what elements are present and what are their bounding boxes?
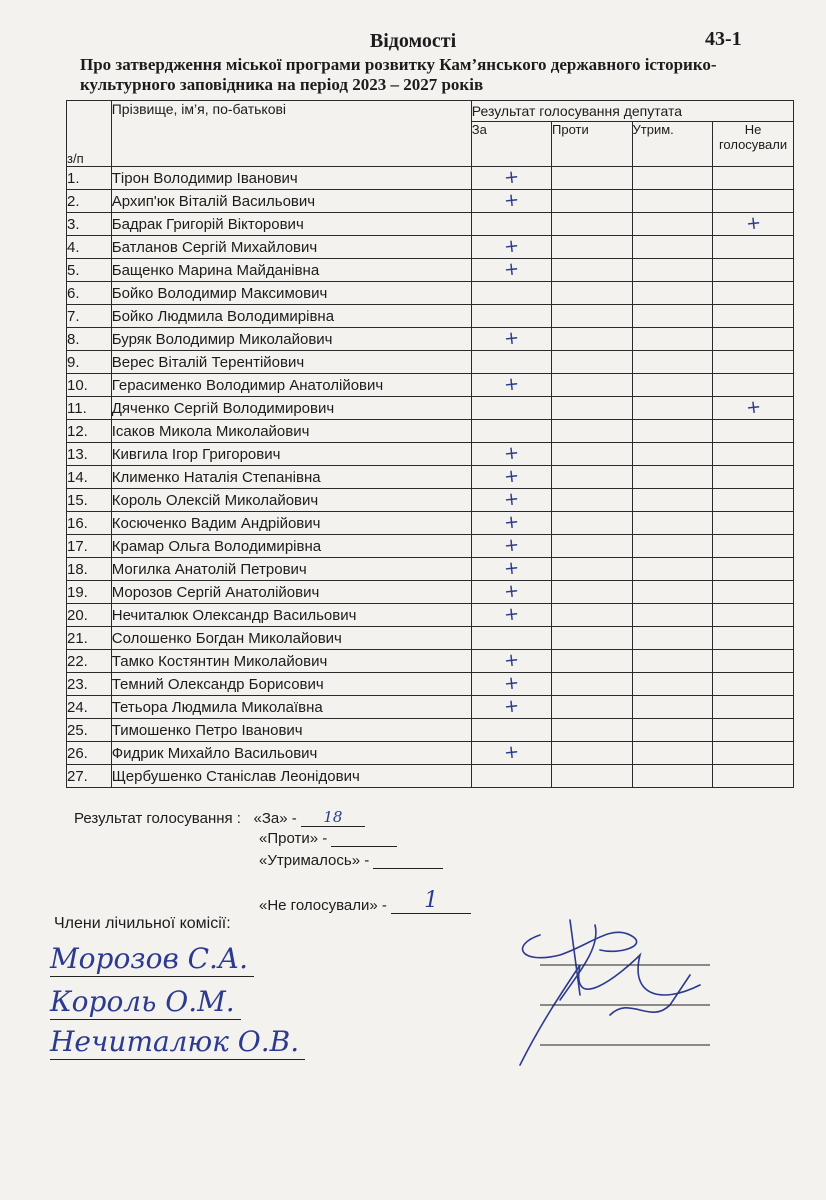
header-number: з/п [67, 101, 112, 167]
vote-not-voted-cell [713, 236, 794, 259]
vote-for-cell [471, 719, 551, 742]
deputy-name: Тетьора Людмила Миколаївна [111, 696, 471, 719]
row-number: 7. [67, 305, 112, 328]
vote-not-voted-cell [713, 650, 794, 673]
commission-member-1: Морозов С.А. [50, 942, 254, 977]
vote-against-cell [552, 259, 633, 282]
vote-against-cell [552, 236, 633, 259]
results-label: Результат голосування : [74, 810, 241, 827]
row-number: 11. [67, 397, 112, 420]
vote-mark: + [502, 511, 520, 534]
commission-member-2: Король О.М. [50, 985, 241, 1020]
vote-not-voted-cell [713, 443, 794, 466]
vote-not-voted-cell [713, 420, 794, 443]
vote-for-cell [471, 558, 551, 581]
table-row [67, 190, 794, 213]
table-row [67, 213, 794, 236]
vote-for-cell [471, 420, 551, 443]
commission-label: Члени лічильної комісії: [54, 915, 231, 932]
vote-for-cell [471, 397, 551, 420]
vote-mark: + [502, 488, 520, 511]
signature-4-stroke [610, 975, 690, 1015]
vote-not-voted-cell [713, 696, 794, 719]
vote-mark: + [502, 741, 520, 764]
table-row [67, 719, 794, 742]
vote-abstain-cell [632, 443, 713, 466]
vote-against-cell [552, 604, 633, 627]
table-row [67, 650, 794, 673]
vote-mark: + [502, 672, 520, 695]
vote-mark: + [502, 649, 520, 672]
commission-member-3: Нечиталюк О.В. [50, 1025, 305, 1060]
table-row [67, 535, 794, 558]
table-row [67, 696, 794, 719]
vote-mark: + [744, 212, 762, 235]
row-number: 22. [67, 650, 112, 673]
table-row [67, 443, 794, 466]
row-number: 2. [67, 190, 112, 213]
vote-against-cell [552, 443, 633, 466]
vote-not-voted-cell [713, 765, 794, 788]
table-row [67, 305, 794, 328]
vote-against-cell [552, 696, 633, 719]
vote-against-cell [552, 190, 633, 213]
vote-abstain-cell [632, 374, 713, 397]
vote-not-voted-cell [713, 558, 794, 581]
row-number: 10. [67, 374, 112, 397]
table-row [67, 167, 794, 190]
deputy-name: Клименко Наталія Степанівна [111, 466, 471, 489]
vote-for-cell [471, 213, 551, 236]
deputy-name: Архип'юк Віталій Васильович [111, 190, 471, 213]
deputy-name: Нечиталюк Олександр Васильович [111, 604, 471, 627]
vote-abstain-cell [632, 397, 713, 420]
deputy-name: Кивгила Ігор Григорович [111, 443, 471, 466]
vote-against-cell [552, 581, 633, 604]
vote-mark: + [502, 534, 520, 557]
vote-abstain-cell [632, 282, 713, 305]
row-number: 9. [67, 351, 112, 374]
vote-abstain-cell [632, 190, 713, 213]
vote-against-cell [552, 351, 633, 374]
vote-abstain-cell [632, 650, 713, 673]
deputy-name: Морозов Сергій Анатолійович [111, 581, 471, 604]
vote-against-cell [552, 535, 633, 558]
vote-against-cell [552, 742, 633, 765]
for-label: «За» - [253, 810, 297, 827]
vote-not-voted-cell [713, 397, 794, 420]
vote-not-voted-cell [713, 742, 794, 765]
vote-not-voted-cell [713, 581, 794, 604]
row-number: 25. [67, 719, 112, 742]
vote-mark: + [502, 189, 520, 212]
table-row [67, 259, 794, 282]
vote-for-cell [471, 604, 551, 627]
vote-not-voted-cell [713, 466, 794, 489]
vote-abstain-cell [632, 558, 713, 581]
vote-not-voted-cell [713, 167, 794, 190]
header-for: За [471, 122, 551, 167]
vote-for-cell [471, 489, 551, 512]
vote-not-voted-cell [713, 351, 794, 374]
deputy-name: Косюченко Вадим Андрійович [111, 512, 471, 535]
vote-for-cell [471, 443, 551, 466]
vote-for-cell [471, 627, 551, 650]
vote-abstain-cell [632, 236, 713, 259]
vote-abstain-cell [632, 581, 713, 604]
deputy-name: Темний Олександр Борисович [111, 673, 471, 696]
vote-not-voted-cell [713, 535, 794, 558]
deputy-name: Король Олексій Миколайович [111, 489, 471, 512]
vote-abstain-cell [632, 167, 713, 190]
vote-not-voted-cell [713, 604, 794, 627]
row-number: 26. [67, 742, 112, 765]
deputy-name: Герасименко Володимир Анатолійович [111, 374, 471, 397]
table-row [67, 374, 794, 397]
row-number: 18. [67, 558, 112, 581]
deputy-name: Тірон Володимир Іванович [111, 167, 471, 190]
row-number: 5. [67, 259, 112, 282]
vote-against-cell [552, 765, 633, 788]
table-row [67, 558, 794, 581]
row-number: 3. [67, 213, 112, 236]
vote-not-voted-cell [713, 305, 794, 328]
row-number: 14. [67, 466, 112, 489]
deputy-name: Крамар Ольга Володимирівна [111, 535, 471, 558]
deputy-name: Верес Віталій Терентійович [111, 351, 471, 374]
vote-for-cell [471, 374, 551, 397]
table-row [67, 420, 794, 443]
vote-abstain-cell [632, 696, 713, 719]
deputy-name: Бойко Володимир Максимович [111, 282, 471, 305]
vote-for-cell [471, 259, 551, 282]
row-number: 15. [67, 489, 112, 512]
vote-abstain-cell [632, 259, 713, 282]
vote-for-cell [471, 190, 551, 213]
vote-abstain-cell [632, 305, 713, 328]
document-subtitle: Про затвердження міської програми розвитку Кам’янського державного історико-культурного заповідника на період 2023 – 2027 років [80, 55, 717, 94]
deputy-name: Тимошенко Петро Іванович [111, 719, 471, 742]
vote-abstain-cell [632, 466, 713, 489]
table-row [67, 581, 794, 604]
vote-not-voted-cell [713, 282, 794, 305]
row-number: 20. [67, 604, 112, 627]
vote-for-cell [471, 696, 551, 719]
vote-for-cell [471, 673, 551, 696]
voting-table [66, 100, 794, 788]
header-against: Проти [552, 122, 633, 167]
deputy-name: Могилка Анатолій Петрович [111, 558, 471, 581]
row-number: 13. [67, 443, 112, 466]
vote-abstain-cell [632, 328, 713, 351]
for-value: 18 [301, 808, 365, 827]
row-number: 21. [67, 627, 112, 650]
header-abstain: Утрим. [632, 122, 713, 167]
vote-mark: + [502, 580, 520, 603]
not-voted-value: 1 [391, 888, 471, 914]
table-row [67, 673, 794, 696]
vote-mark: + [502, 373, 520, 396]
vote-not-voted-cell [713, 213, 794, 236]
vote-for-cell [471, 581, 551, 604]
vote-mark: + [502, 327, 520, 350]
vote-mark: + [502, 603, 520, 626]
table-row [67, 466, 794, 489]
table-row [67, 351, 794, 374]
row-number: 17. [67, 535, 112, 558]
header-result: Результат голосування депутата [471, 101, 793, 122]
table-row [67, 765, 794, 788]
vote-against-cell [552, 719, 633, 742]
vote-for-cell [471, 535, 551, 558]
vote-against-cell [552, 305, 633, 328]
row-number: 23. [67, 673, 112, 696]
vote-mark: + [502, 258, 520, 281]
vote-against-cell [552, 374, 633, 397]
vote-mark: + [502, 442, 520, 465]
table-row [67, 236, 794, 259]
deputy-name: Фидрик Михайло Васильович [111, 742, 471, 765]
table-row [67, 397, 794, 420]
deputy-name: Дяченко Сергій Володимирович [111, 397, 471, 420]
deputy-name: Бащенко Марина Майданівна [111, 259, 471, 282]
table-row [67, 489, 794, 512]
abstain-value [373, 868, 443, 869]
vote-against-cell [552, 489, 633, 512]
vote-for-cell [471, 236, 551, 259]
table-row [67, 512, 794, 535]
vote-mark: + [502, 166, 520, 189]
vote-abstain-cell [632, 489, 713, 512]
vote-against-cell [552, 213, 633, 236]
vote-against-cell [552, 650, 633, 673]
vote-not-voted-cell [713, 627, 794, 650]
header-name: Прізвище, ім’я, по-батькові [111, 101, 471, 167]
vote-abstain-cell [632, 213, 713, 236]
against-value [331, 846, 397, 847]
row-number: 4. [67, 236, 112, 259]
vote-not-voted-cell [713, 673, 794, 696]
vote-for-cell [471, 466, 551, 489]
vote-abstain-cell [632, 535, 713, 558]
against-label: «Проти» - [259, 830, 328, 847]
row-number: 16. [67, 512, 112, 535]
signature-1-stroke [523, 932, 637, 957]
vote-mark: + [502, 465, 520, 488]
row-number: 12. [67, 420, 112, 443]
vote-against-cell [552, 673, 633, 696]
vote-for-cell [471, 282, 551, 305]
row-number: 24. [67, 696, 112, 719]
vote-abstain-cell [632, 719, 713, 742]
deputy-name: Щербушенко Станіслав Леонідович [111, 765, 471, 788]
vote-abstain-cell [632, 765, 713, 788]
deputy-name: Ісаков Микола Миколайович [111, 420, 471, 443]
vote-against-cell [552, 466, 633, 489]
vote-not-voted-cell [713, 719, 794, 742]
header-not-voted: Не голосували [713, 122, 794, 167]
vote-mark: + [502, 235, 520, 258]
row-number: 8. [67, 328, 112, 351]
vote-abstain-cell [632, 420, 713, 443]
vote-for-cell [471, 351, 551, 374]
vote-against-cell [552, 282, 633, 305]
vote-for-cell [471, 512, 551, 535]
vote-against-cell [552, 558, 633, 581]
vote-not-voted-cell [713, 259, 794, 282]
not-voted-label: «Не голосували» - [259, 897, 387, 914]
signatures-image [500, 905, 720, 1075]
vote-against-cell [552, 167, 633, 190]
vote-for-cell [471, 305, 551, 328]
vote-for-cell [471, 167, 551, 190]
table-row [67, 282, 794, 305]
vote-against-cell [552, 328, 633, 351]
vote-not-voted-cell [713, 328, 794, 351]
vote-mark: + [502, 557, 520, 580]
vote-for-cell [471, 328, 551, 351]
vote-not-voted-cell [713, 512, 794, 535]
vote-not-voted-cell [713, 190, 794, 213]
vote-abstain-cell [632, 351, 713, 374]
vote-against-cell [552, 397, 633, 420]
row-number: 1. [67, 167, 112, 190]
table-row [67, 627, 794, 650]
vote-for-cell [471, 765, 551, 788]
vote-against-cell [552, 420, 633, 443]
table-row [67, 742, 794, 765]
vote-abstain-cell [632, 604, 713, 627]
deputy-name: Солошенко Богдан Миколайович [111, 627, 471, 650]
table-row [67, 328, 794, 351]
abstain-label: «Утрималось» - [259, 852, 370, 869]
deputy-name: Батланов Сергій Михайлович [111, 236, 471, 259]
document-title: Відомості [369, 30, 457, 52]
vote-against-cell [552, 512, 633, 535]
document-number: 43-1 [705, 28, 742, 50]
deputy-name: Буряк Володимир Миколайович [111, 328, 471, 351]
vote-abstain-cell [632, 627, 713, 650]
signature-3-stroke [520, 955, 700, 1065]
vote-abstain-cell [632, 512, 713, 535]
vote-for-cell [471, 742, 551, 765]
vote-abstain-cell [632, 742, 713, 765]
vote-abstain-cell [632, 673, 713, 696]
vote-for-cell [471, 650, 551, 673]
vote-mark: + [744, 396, 762, 419]
vote-not-voted-cell [713, 489, 794, 512]
deputy-name: Бойко Людмила Володимирівна [111, 305, 471, 328]
vote-not-voted-cell [713, 374, 794, 397]
vote-against-cell [552, 627, 633, 650]
deputy-name: Бадрак Григорій Вікторович [111, 213, 471, 236]
row-number: 27. [67, 765, 112, 788]
vote-mark: + [502, 695, 520, 718]
deputy-name: Тамко Костянтин Миколайович [111, 650, 471, 673]
row-number: 6. [67, 282, 112, 305]
row-number: 19. [67, 581, 112, 604]
table-row [67, 604, 794, 627]
